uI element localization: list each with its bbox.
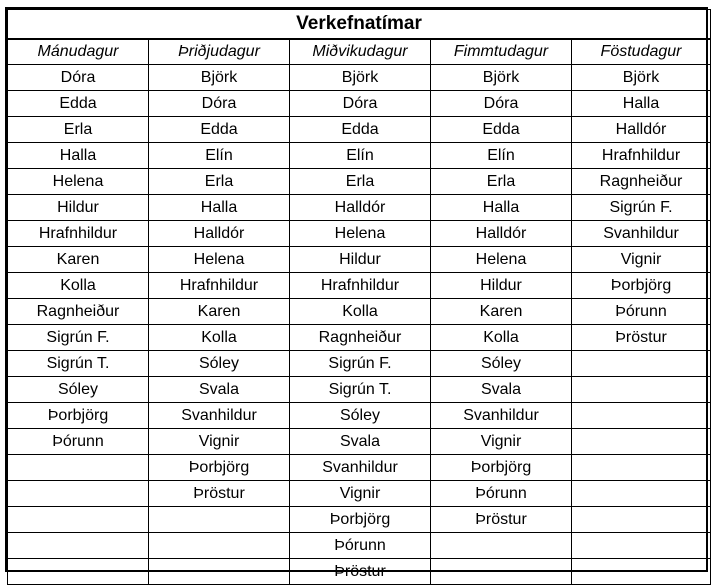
table-cell: Halla [431, 195, 572, 221]
title-row [8, 10, 711, 40]
table-cell: Sigrún F. [8, 325, 149, 351]
table-row [8, 351, 711, 377]
table-body [8, 65, 711, 585]
table-cell: Sigrún T. [290, 377, 431, 403]
table-cell: Þröstur [431, 507, 572, 533]
table-row [8, 455, 711, 481]
table-cell: Sóley [8, 377, 149, 403]
table-cell: Vignir [149, 429, 290, 455]
column-header-friday: Föstudagur [572, 39, 711, 65]
table-cell [149, 533, 290, 559]
table-row [8, 273, 711, 299]
table-cell: Halla [149, 195, 290, 221]
table-cell: Þröstur [572, 325, 711, 351]
table-cell: Þórunn [290, 533, 431, 559]
table-cell: Hildur [431, 273, 572, 299]
table-cell [572, 481, 711, 507]
table-cell: Ragnheiður [8, 299, 149, 325]
table-row [8, 377, 711, 403]
table-row [8, 143, 711, 169]
table-cell [572, 377, 711, 403]
table-row [8, 533, 711, 559]
table-cell: Svanhildur [572, 221, 711, 247]
table-cell: Þórunn [431, 481, 572, 507]
table-cell: Edda [149, 117, 290, 143]
table-cell: Hrafnhildur [572, 143, 711, 169]
table-row [8, 91, 711, 117]
table-cell [572, 455, 711, 481]
table-cell: Dóra [290, 91, 431, 117]
table-cell: Erla [8, 117, 149, 143]
table-cell: Halla [572, 91, 711, 117]
table-cell: Þórunn [572, 299, 711, 325]
table-cell: Sóley [431, 351, 572, 377]
table-cell: Björk [149, 65, 290, 91]
table-cell: Þorbjörg [572, 273, 711, 299]
table-cell [431, 533, 572, 559]
table-cell: Sigrún F. [290, 351, 431, 377]
table-row [8, 247, 711, 273]
table-cell: Hildur [8, 195, 149, 221]
table-row [8, 299, 711, 325]
table-cell [8, 507, 149, 533]
table-cell: Ragnheiður [572, 169, 711, 195]
column-header-tuesday: Þriðjudagur [149, 39, 290, 65]
table-row [8, 481, 711, 507]
table-cell: Halldór [431, 221, 572, 247]
table-cell: Þórunn [8, 429, 149, 455]
schedule-table [7, 9, 711, 585]
table-cell: Vignir [572, 247, 711, 273]
table-cell: Kolla [149, 325, 290, 351]
table-cell: Helena [149, 247, 290, 273]
table-cell: Halldór [149, 221, 290, 247]
table-cell: Elín [431, 143, 572, 169]
table-cell: Sóley [149, 351, 290, 377]
column-header-thursday: Fimmtudagur [431, 39, 572, 65]
header-row [8, 39, 711, 65]
table-row [8, 403, 711, 429]
table-cell: Kolla [8, 273, 149, 299]
schedule-sheet [5, 7, 708, 580]
table-cell: Sóley [290, 403, 431, 429]
table-row [8, 507, 711, 533]
table-cell: Halla [8, 143, 149, 169]
table-cell: Dóra [149, 91, 290, 117]
table-cell: Þorbjörg [431, 455, 572, 481]
table-cell: Dóra [431, 91, 572, 117]
table-cell: Helena [8, 169, 149, 195]
table-cell: Ragnheiður [290, 325, 431, 351]
table-cell: Vignir [431, 429, 572, 455]
table-cell [8, 455, 149, 481]
column-header-monday: Mánudagur [8, 39, 149, 65]
table-cell: Dóra [8, 65, 149, 91]
table-cell: Helena [290, 221, 431, 247]
table-cell [572, 507, 711, 533]
column-header-wednesday: Miðvikudagur [290, 39, 431, 65]
table-cell: Svala [290, 429, 431, 455]
table-cell: Kolla [290, 299, 431, 325]
table-cell: Björk [431, 65, 572, 91]
table-cell: Erla [290, 169, 431, 195]
table-cell: Hrafnhildur [290, 273, 431, 299]
table-cell: Helena [431, 247, 572, 273]
table-cell [572, 351, 711, 377]
table-cell: Vignir [290, 481, 431, 507]
table-row [8, 169, 711, 195]
table-cell: Björk [572, 65, 711, 91]
table-row [8, 117, 711, 143]
table-cell: Svanhildur [149, 403, 290, 429]
table-cell: Sigrún F. [572, 195, 711, 221]
table-cell [572, 533, 711, 559]
table-cell [8, 533, 149, 559]
table-row [8, 195, 711, 221]
table-cell [149, 507, 290, 533]
table-cell: Kolla [431, 325, 572, 351]
table-row [8, 221, 711, 247]
table-cell: Elín [290, 143, 431, 169]
table-row [8, 65, 711, 91]
table-cell: Þorbjörg [290, 507, 431, 533]
table-cell: Þröstur [290, 559, 431, 585]
table-cell: Þröstur [149, 481, 290, 507]
table-cell: Elín [149, 143, 290, 169]
table-cell: Erla [149, 169, 290, 195]
table-cell: Hildur [290, 247, 431, 273]
table-row [8, 429, 711, 455]
table-cell: Svanhildur [431, 403, 572, 429]
table-cell: Þorbjörg [149, 455, 290, 481]
table-cell: Hrafnhildur [149, 273, 290, 299]
table-cell: Karen [8, 247, 149, 273]
table-cell: Karen [431, 299, 572, 325]
table-cell: Edda [8, 91, 149, 117]
table-cell: Halldór [572, 117, 711, 143]
table-cell: Sigrún T. [8, 351, 149, 377]
table-cell: Þorbjörg [8, 403, 149, 429]
table-cell [572, 403, 711, 429]
table-cell [572, 429, 711, 455]
table-cell [8, 481, 149, 507]
table-cell: Svala [431, 377, 572, 403]
table-cell: Edda [290, 117, 431, 143]
table-cell: Edda [431, 117, 572, 143]
table-cell: Karen [149, 299, 290, 325]
table-cell: Erla [431, 169, 572, 195]
table-cell: Björk [290, 65, 431, 91]
table-cell: Halldór [290, 195, 431, 221]
table-cell: Svanhildur [290, 455, 431, 481]
table-row [8, 325, 711, 351]
table-cell: Svala [149, 377, 290, 403]
table-title: Verkefnatímar [8, 10, 711, 40]
table-cell: Hrafnhildur [8, 221, 149, 247]
